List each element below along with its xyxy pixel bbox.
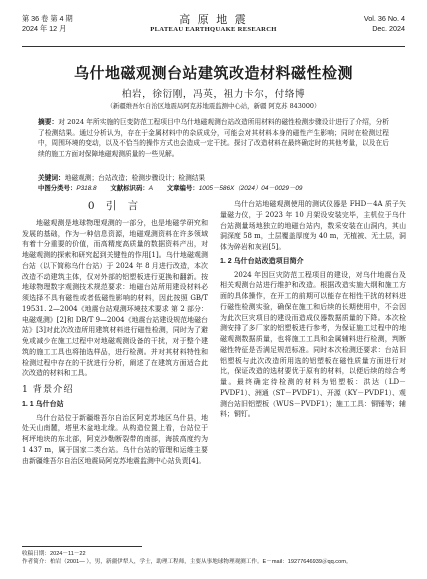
header-right [364,14,405,33]
abstract-label: 摘要： [38,118,59,126]
article-title: 乌什地磁观测台站建筑改造材料磁性检测 [73,64,353,82]
section-1-2-paragraph: 2024 年因巨灾防范工程项目的建设，对乌什地震台及相关观测台站进行维护和改造。根据改造实施大纲和施工方面的具体操作，在开工的前期可以能存在相性干扰的材料进行磁性检测实验，确保在施工和后续的长期使用中，不会因为此次巨灾项目的建设而造成仪器数据质量的下降。本次检测安排了多厂家的铝塑板进行参考，为保证施工过程中的地磁观测数据质量，也将施工工具和金属辅料进行检测，判断磁性特征是否满足规范标准。同时本次检测还要求：台站旧铝塑板与此次改造所用选的铝塑板在磁性质量方面进行对比，保证改造的选材要优于原有的材料，以便后续的综合考量。最终确定待检测的材料为铝塑板：洪达（LD－PVDF1）、洲通（ST－PVDF1）、开源（KY－PVDF1）、观测台站旧铝塑板（WUS－PVDF1）；施工工具：铜锤等；辅料；铜钉。 [220,270,406,419]
intro-paragraph: 地磁观测是地球物理观测的一部分，也是地磁学研究和发展的基础，作为一种信息资源，地磁观测资料在许多领域有着十分重要的价值，而高精度高质量的数据资料产出，对地磁观测的探索和研究起到关键性的作用[1]。乌什地磁观测台站（以下简称乌什台站）于 2024 年 8 月进行改造，本次改造不动建筑主体，仅对外部的铝塑板进行更换和翻新。按地球物理数字观测技术规范要求：地磁台站所用建设材料必须选择不具有磁性或者低磁性影响的材料，因此按照 GB/T 19531. 2—2004《地震台站观测环境技术要求 第 2 部分：电磁观测》[2]和 DB/T 9—2004《地震台站建设规范地磁台站》[3]对此次改造所用建筑材料进行磁性检测，同时为了避免或减少在施工过程中对地磁观测设备的干扰，对于整个建筑的施工工具也将抽选样品，进行检测。并对其材料特性和检测过程中存在的干扰进行分析，阐述了在建筑方面适合此次改造的材料和工具。 [22,218,208,378]
journal-name-cn: 高 原 地 震 [179,13,248,26]
keywords [38,173,389,183]
section-1-1-heading: 1. 1 乌什台站 [22,400,64,408]
article-id-field: 文章编号：1005－586X（2024）04－0029－09 [166,185,303,192]
classification-line [38,184,389,194]
author-info: 作者简介：柏岩（2001— ），男，新疆伊犁人，学士，助理工程师，主要从事地球物理观测工作。E－mail：19277646939＠qq.com。 [22,559,352,566]
intro-heading: 0 引 言 [87,200,143,212]
section-1-2-heading: 1. 2 乌什台站改造项目简介 [220,257,304,265]
article-affiliation: （新疆维吾尔自治区地震局阿克苏地震监测中心站，新疆 阿克苏 843000） [106,102,321,110]
keywords-text: 地磁观测；台站改造；检测步骤设计；检测结果 [64,174,206,182]
running-header [22,14,405,44]
section-1-1-paragraph-2: 乌什台站地磁观测使用的测试仪器是 FHD－4A 质子矢量磁力仪，于 2023 年 10 月架设安装完毕，主机位于乌什台站测量场地独立的地磁台站内，数采安装在山洞内，其山洞深度 58 m，土层覆盖厚度为 40 m，无植被、无土层，洞体为碎岩和灰岩[5]。 [220,200,406,251]
background-heading: 1 背景介绍 [22,384,74,395]
date-en: Dec. 2024 [372,23,405,33]
doc-code-field: 文献标识码：A [110,185,153,192]
volume-issue-en: Vol. 36 No. 4 [363,14,405,23]
date-cn: 2024 年 12 月 [22,23,67,33]
volume-issue-cn: 第 36 卷 第 4 期 [22,14,73,23]
footnote [22,550,405,566]
left-column [22,199,208,466]
header-divider [22,46,405,47]
footnote-divider [22,546,142,547]
section-1-1-paragraph-1: 乌什台站位于新疆维吾尔自治区阿克苏地区乌什县，地处天山南麓，塔里木盆地北缘。从构造位置上看，台站位于柯坪地块的东北部，阿克沙勒断裂带的南部，海拔高度约为 1 437 m，属于国家二类台站。乌什台站的管理和运维主要由新疆维吾尔自治区地震局阿克苏地震监测中心站负责[4]。 [22,413,208,465]
header-center [22,13,405,33]
clc-field: 中图分类号：P318.8 [38,185,97,192]
keywords-label: 关键词： [38,174,65,182]
abstract-text: 对 2024 年所实施的巨变防范工程项目中乌什地磁观测台站改造所用材料的磁性检测步骤设计进行了介绍，分析了检测结果。通过分析认为，存在于金属材料中的杂质成分，可能会对其材料本身的磁性产生影响；同时在检测过程中，周围环境的变动，以及不恰当的操作方式也会造成一定干扰。探讨了改造材料在最终确定时的其他考量，以及在后续的施工方面对保障地磁观测质量的一些见解。 [38,118,389,158]
abstract [38,117,389,159]
right-column [220,199,406,420]
received-date: 收稿日期：2024－11－22 [22,551,86,557]
journal-name-en: PLATEAU EARTHQUAKE RESEARCH [150,26,277,33]
article-authors: 柏岩，徐衍刚，冯英，祖力卡尔，付络博 [121,89,306,100]
